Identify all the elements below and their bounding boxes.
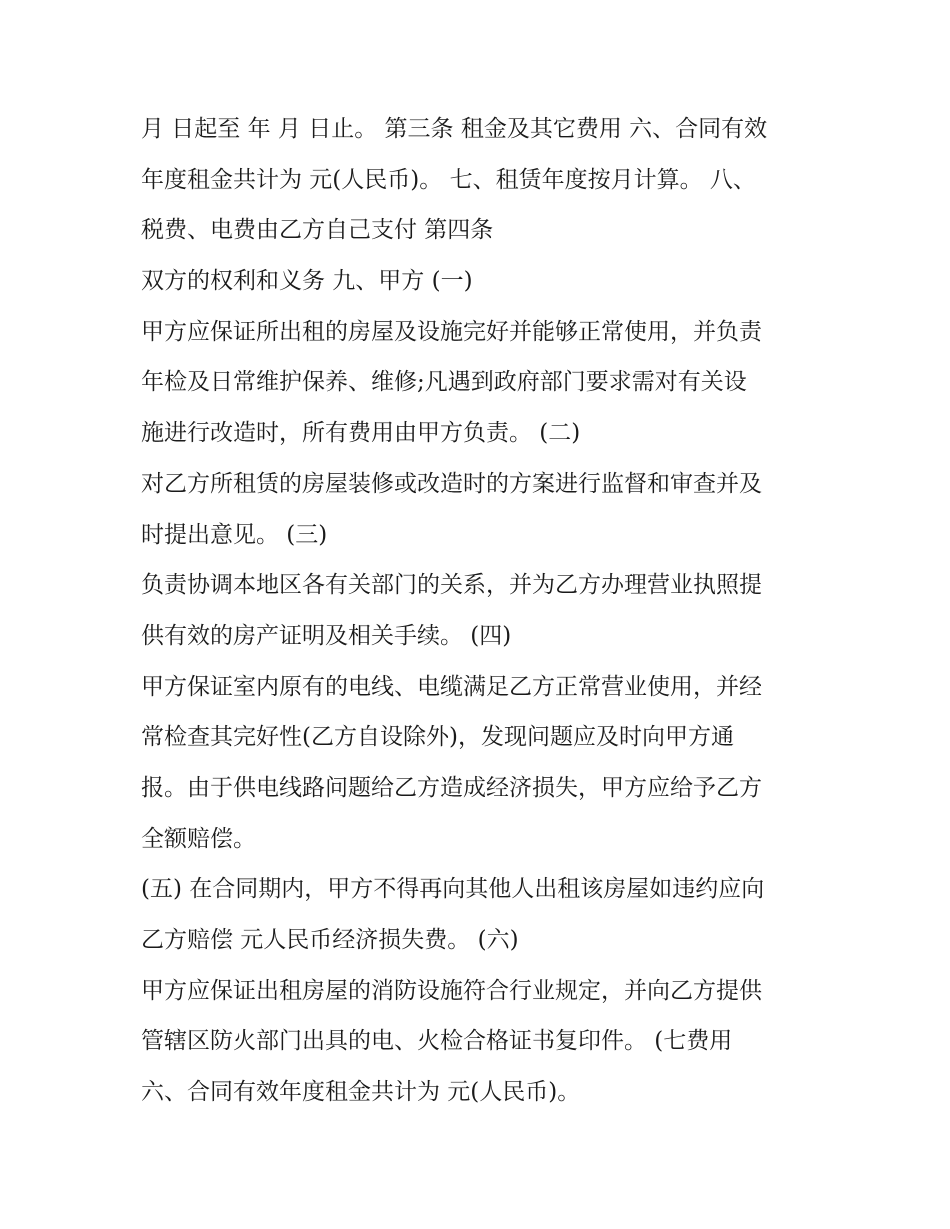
text-line: (五) 在合同期内，甲方不得再向其他人出租该房屋如违约应向 <box>141 876 765 903</box>
text-line: 常检查其完好性(乙方自设除外)，发现问题应及时向甲方通 <box>141 724 734 751</box>
text-line: 月 日起至 年 月 日止。 第三条 租金及其它费用 六、合同有效 <box>141 116 768 142</box>
text-line: 税费、电费由乙方自己支付 第四条 <box>141 217 494 244</box>
text-line: 负责协调本地区各有关部门的关系，并为乙方办理营业执照提 <box>141 572 762 599</box>
text-line: 甲方应保证出租房屋的消防设施符合行业规定，并向乙方提供 <box>141 977 762 1004</box>
text-line: 双方的权利和义务 九、甲方 (一) <box>141 268 473 295</box>
text-line: 施进行改造时，所有费用由甲方负责。 (二) <box>141 420 581 447</box>
text-line: 全额赔偿。 <box>141 825 256 852</box>
text-line: 供有效的房产证明及相关手续。 (四) <box>141 622 512 649</box>
text-line: 报。由于供电线路问题给乙方造成经济损失，甲方应给予乙方 <box>141 774 762 801</box>
text-line: 六、合同有效年度租金共计为 元(人民币)。 <box>141 1079 581 1106</box>
text-line: 管辖区防火部门出具的电、火检合格证书复印件。 (七费用 <box>141 1028 733 1055</box>
text-line: 年检及日常维护保养、维修;凡遇到政府部门要求需对有关设 <box>141 369 747 396</box>
text-line: 对乙方所租赁的房屋装修或改造时的方案进行监督和审查并及 <box>141 470 762 497</box>
text-line: 甲方应保证所出租的房屋及设施完好并能够正常使用，并负责 <box>141 318 762 345</box>
text-line: 乙方赔偿 元人民币经济损失费。 (六) <box>141 927 519 953</box>
text-line: 年度租金共计为 元(人民币)。 七、租赁年度按月计算。 八、 <box>141 166 756 193</box>
document-body <box>141 104 831 1118</box>
text-line: 甲方保证室内原有的电线、电缆满足乙方正常营业使用，并经 <box>141 673 762 700</box>
text-line: 时提出意见。 (三) <box>141 521 328 548</box>
